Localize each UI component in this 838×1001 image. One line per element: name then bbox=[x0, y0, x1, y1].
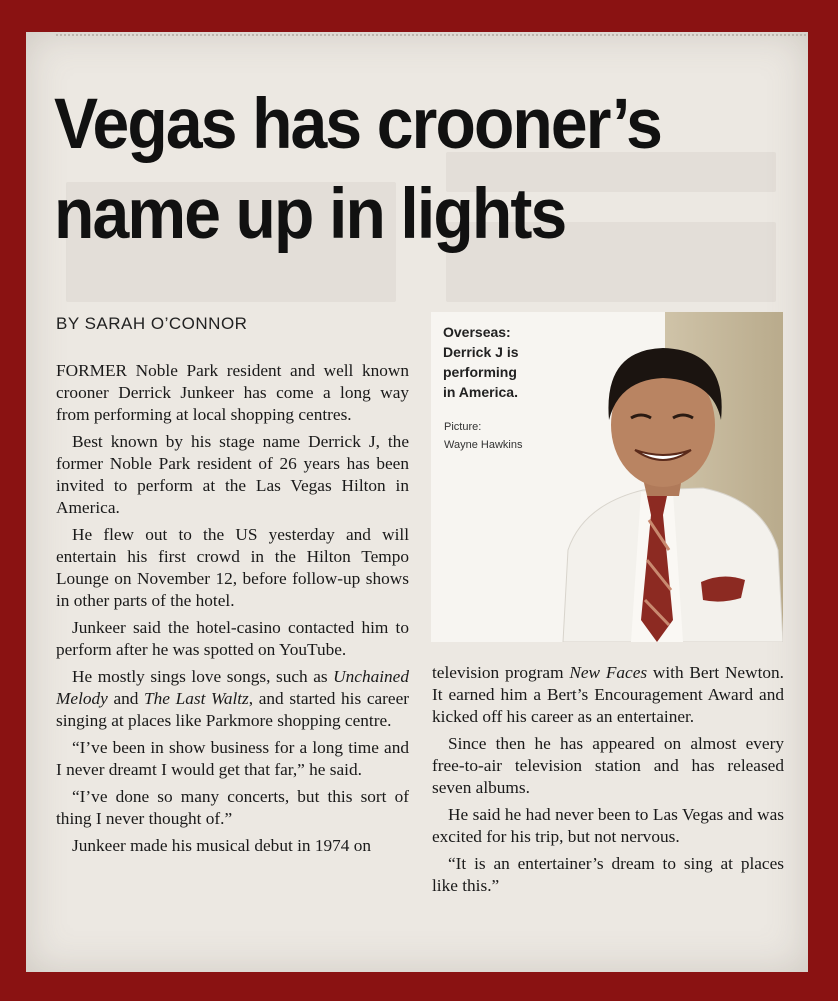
headline bbox=[54, 80, 742, 260]
song-title: Unchained Melody bbox=[56, 667, 409, 708]
paragraph: FORMER Noble Park resident and well known crooner Derrick Junkeer has come a long way from performing at local shopping centres. bbox=[56, 361, 409, 424]
paragraph: television program New Faces with Bert Newton. It earned him a Bert’s Encouragement Award and kicked off his career as an entertainer. bbox=[432, 663, 784, 726]
paragraph: Junkeer made his musical debut in 1974 on bbox=[72, 836, 372, 855]
headline-line-1: Vegas has crooner’s bbox=[54, 85, 661, 164]
paragraph: Best known by his stage name Derrick J, the former Noble Park resident of 26 years has been invited to perform at the Las Vegas Hilton in America. bbox=[56, 432, 409, 517]
paragraph: “I’ve been in show business for a long time and I never dreamt I would get that far,” he said. bbox=[56, 738, 409, 779]
byline: BY SARAH O’CONNOR bbox=[56, 314, 248, 333]
paragraph: He mostly sings love songs, such as Unchained Melody and The Last Waltz, and started his career singing at places like Parkmore shopping centre. bbox=[56, 667, 410, 730]
paragraph: He flew out to the US yesterday and will entertain his first crowd in the Hilton Tempo Lounge on November 12, before follow-up shows in other parts of the hotel. bbox=[56, 525, 409, 610]
paragraph: Since then he has appeared on almost every free-to-air television station and has released seven albums. bbox=[432, 734, 784, 797]
lead-word: FORMER bbox=[56, 361, 128, 380]
show-title: New Faces bbox=[569, 663, 648, 682]
paragraph: Junkeer said the hotel-casino contacted him to perform after he was spotted on YouTube. bbox=[56, 618, 409, 659]
article-body-left-column bbox=[56, 360, 409, 862]
photo-credit-label: Picture: bbox=[444, 421, 482, 433]
headline-line-2: name up in lights bbox=[54, 175, 566, 254]
paragraph: He said he had never been to Las Vegas and was excited for his trip, but not nervous. bbox=[432, 805, 784, 846]
paragraph: “It is an entertainer’s dream to sing at places like this.” bbox=[432, 854, 784, 895]
singer-portrait bbox=[523, 320, 783, 642]
paragraph: “I’ve done so many concerts, but this sort of thing I never thought of.” bbox=[56, 787, 409, 828]
newspaper-clipping bbox=[26, 32, 808, 972]
perforated-edge bbox=[56, 34, 806, 36]
article-body-right-column bbox=[432, 662, 784, 902]
song-title: The Last Waltz bbox=[144, 689, 249, 708]
photo-caption: Overseas: Derrick J is performing in America. bbox=[443, 324, 519, 400]
photo-credit: Wayne Hawkins bbox=[444, 439, 523, 451]
photo bbox=[431, 312, 783, 642]
